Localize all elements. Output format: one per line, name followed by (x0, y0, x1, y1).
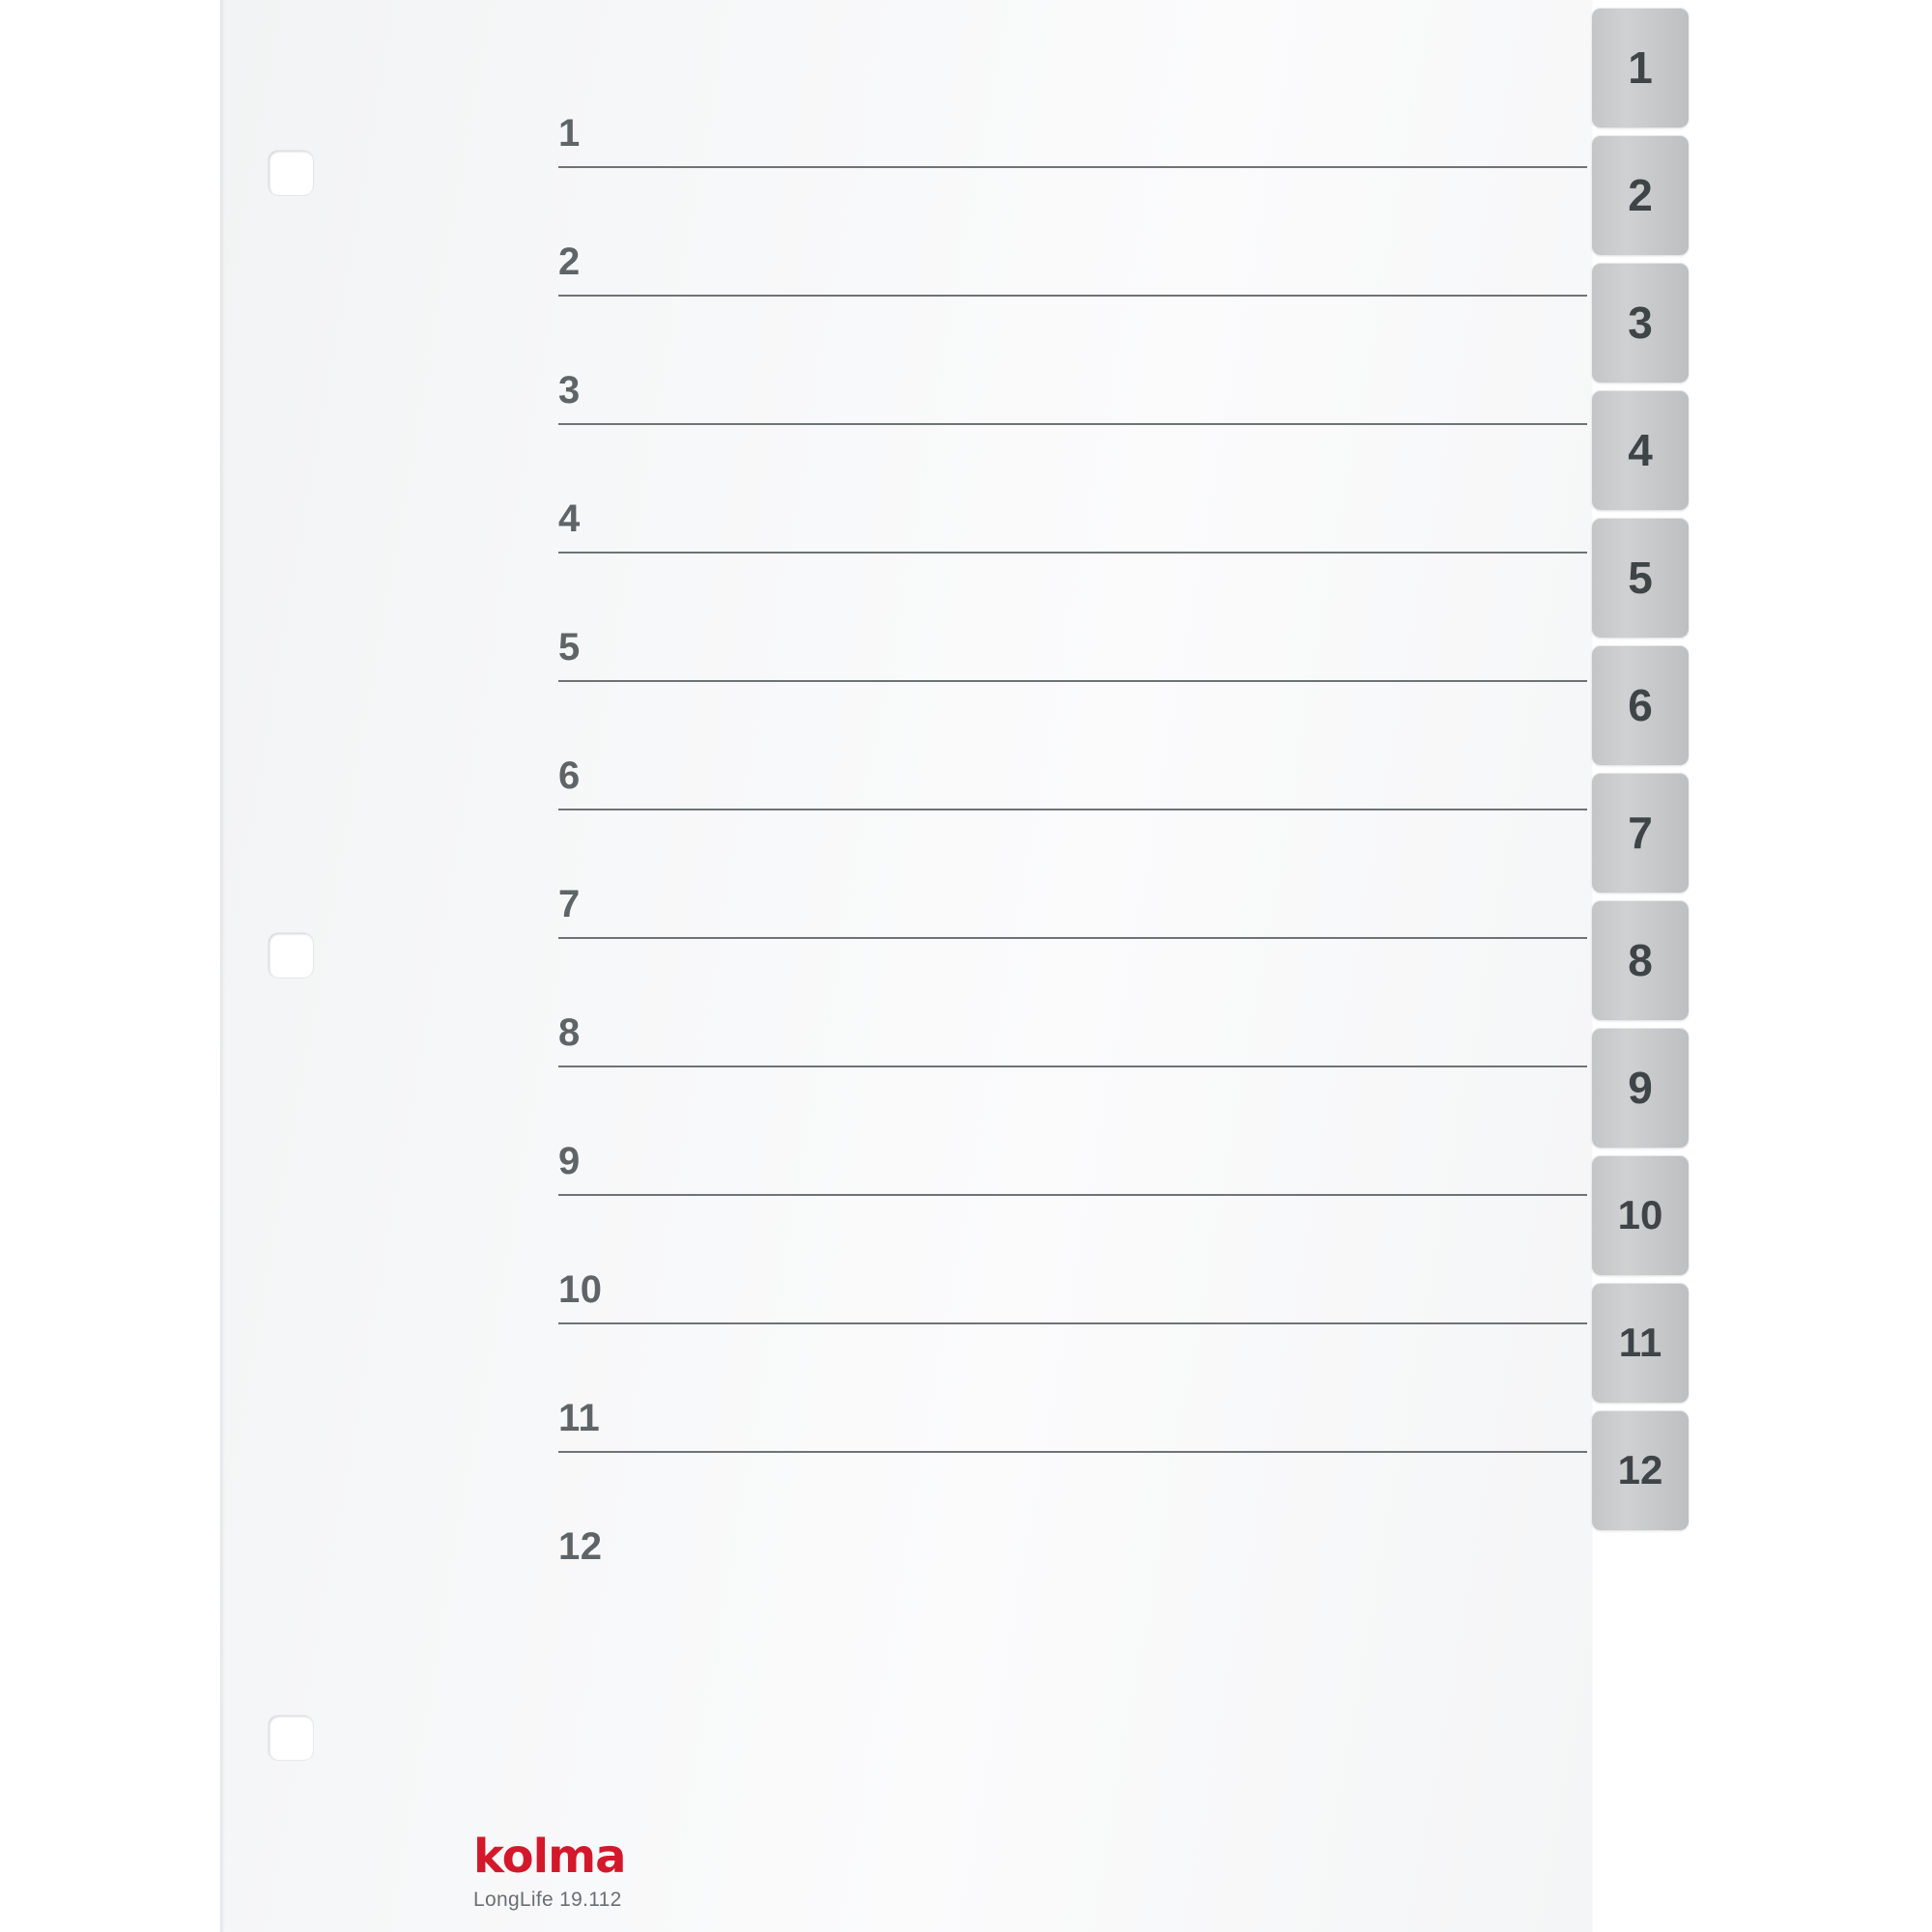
index-row (558, 39, 1587, 168)
punch-hole-bottom (269, 1716, 313, 1760)
divider-tab-label: 11 (1618, 1320, 1662, 1365)
divider-tab-label: 5 (1628, 553, 1653, 603)
index-row (558, 1195, 1587, 1324)
divider-tab (1592, 1028, 1689, 1148)
index-row (558, 1323, 1587, 1453)
divider-tab (1592, 8, 1689, 128)
index-row (558, 553, 1587, 682)
brand-logo-text: kolma (473, 1830, 626, 1884)
divider-tab-label: 9 (1628, 1063, 1653, 1113)
index-row-number: 11 (558, 1397, 601, 1439)
punch-hole-middle (269, 933, 313, 978)
divider-sheet (220, 0, 1592, 1932)
divider-tab-label: 1 (1628, 43, 1653, 93)
index-row-number: 9 (558, 1140, 581, 1182)
brand-block (473, 1830, 763, 1911)
divider-tab-label: 12 (1617, 1447, 1663, 1492)
divider-tab-label: 2 (1628, 170, 1653, 220)
index-row (558, 1452, 1587, 1581)
index-row (558, 167, 1587, 297)
divider-tab-label: 6 (1628, 680, 1653, 730)
divider-tab (1592, 1410, 1689, 1530)
index-rows (558, 0, 1587, 1932)
index-row-number: 2 (558, 241, 581, 283)
index-row-number: 12 (558, 1525, 603, 1568)
divider-tab (1592, 135, 1689, 255)
divider-tab-label: 7 (1628, 808, 1653, 858)
index-row-number: 8 (558, 1011, 581, 1054)
tab-strip (1592, 0, 1689, 1932)
brand-model-text: LongLife 19.112 (473, 1889, 622, 1911)
divider-tab-label: 3 (1628, 298, 1653, 348)
index-row-number: 1 (558, 112, 581, 155)
divider-tab-label: 8 (1628, 935, 1653, 985)
divider-tab (1592, 1283, 1689, 1403)
divider-tab (1592, 645, 1689, 765)
index-row (558, 1066, 1587, 1196)
index-row (558, 296, 1587, 425)
divider-tab (1592, 263, 1689, 383)
divider-tab (1592, 390, 1689, 510)
divider-tab-label: 10 (1617, 1192, 1663, 1237)
divider-tab (1592, 518, 1689, 638)
index-row-number: 4 (558, 497, 581, 540)
divider-tab-label: 4 (1628, 425, 1653, 475)
divider-tab (1592, 900, 1689, 1020)
index-row-number: 5 (558, 626, 581, 668)
index-row-number: 7 (558, 883, 581, 925)
index-row-number: 10 (558, 1268, 603, 1311)
divider-tab (1592, 1155, 1689, 1275)
index-row (558, 424, 1587, 554)
index-row-number: 6 (558, 754, 581, 797)
divider-tab (1592, 773, 1689, 893)
index-row (558, 681, 1587, 810)
index-row (558, 938, 1587, 1067)
punch-hole-top (269, 151, 313, 195)
index-row (558, 810, 1587, 939)
index-row-number: 3 (558, 369, 581, 412)
